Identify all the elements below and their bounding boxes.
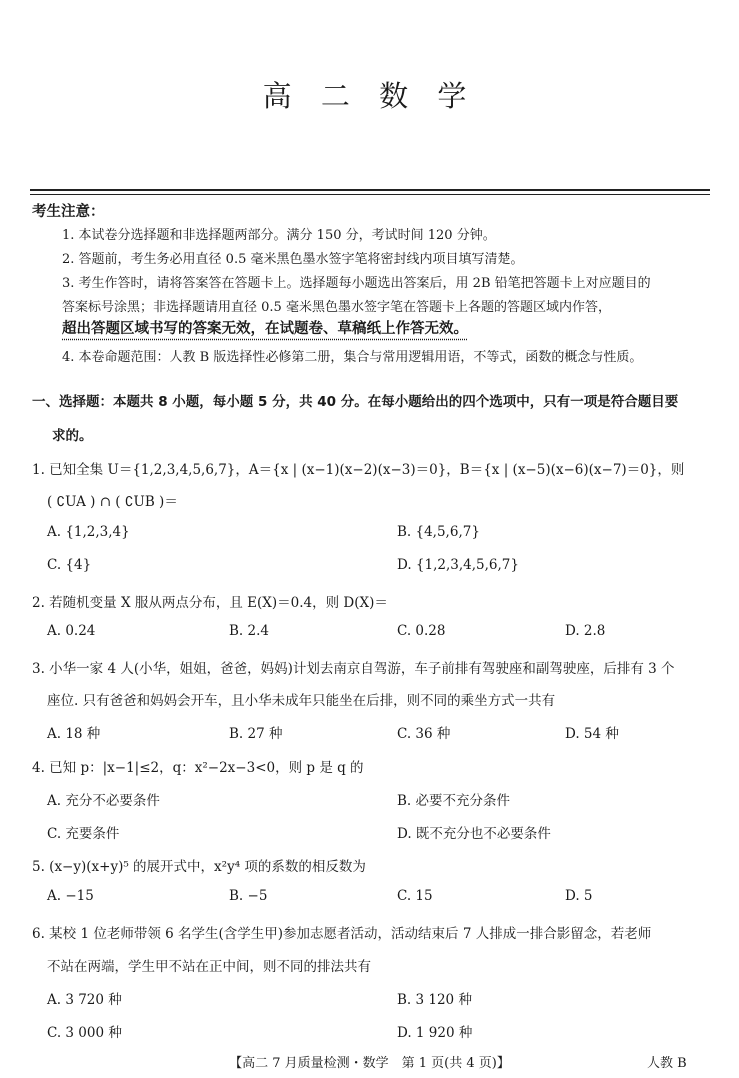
q4-option-c: C. 充要条件 <box>47 826 120 842</box>
section-heading-line2: 求的。 <box>52 428 93 444</box>
q5-stem: 5. (x−y)(x+y)⁵ 的展开式中，x²y⁴ 项的系数的相反数为 <box>32 859 366 875</box>
notice-item-4: 4. 本卷命题范围：人教 B 版选择性必修第二册，集合与常用逻辑用语，不等式，函数的概念与性质。 <box>62 350 643 365</box>
q5-option-c: C. 15 <box>397 888 433 904</box>
q1-stem-line2: ( ∁UA ) ∩ ( ∁UB )＝ <box>47 494 178 510</box>
notice-item-1: 1. 本试卷分选择题和非选择题两部分。满分 150 分，考试时间 120 分钟。 <box>62 228 496 243</box>
q2-option-d: D. 2.8 <box>565 623 606 639</box>
header-divider-thick <box>30 189 710 191</box>
q3-stem-line1: 3. 小华一家 4 人(小华，姐姐，爸爸，妈妈)计划去南京自驾游，车子前排有驾驶座和副驾驶座，后排有 3 个 <box>32 661 675 677</box>
q4-stem: 4. 已知 p：|x−1|≤2，q：x²−2x−3<0，则 p 是 q 的 <box>32 760 364 776</box>
page-title: 高 二 数 学 <box>262 79 477 113</box>
q1-option-d: D. {1,2,3,4,5,6,7} <box>397 557 519 573</box>
q3-option-b: B. 27 种 <box>229 726 283 742</box>
notice-heading: 考生注意： <box>32 204 105 220</box>
q1-option-a: A. {1,2,3,4} <box>47 524 130 540</box>
page-footer: 【高二 7 月质量检测・数学 第 1 页(共 4 页)】 <box>229 1056 510 1071</box>
q4-option-a: A. 充分不必要条件 <box>47 793 160 809</box>
q2-option-b: B. 2.4 <box>229 623 269 639</box>
q5-option-d: D. 5 <box>565 888 593 904</box>
q6-option-b: B. 3 120 种 <box>397 992 472 1008</box>
q6-stem-line1: 6. 某校 1 位老师带领 6 名学生(含学生甲)参加志愿者活动，活动结束后 7 人排成一排合影留念，若老师 <box>32 926 652 942</box>
q5-option-a: A. −15 <box>47 888 94 904</box>
notice-item-3-cont: 答案标号涂黑；非选择题请用直径 0.5 毫米黑色墨水签字笔在答题卡上各题的答题区域内作答， <box>62 300 611 315</box>
q4-option-b: B. 必要不充分条件 <box>397 793 511 809</box>
q1-stem-line1: 1. 已知全集 U＝{1,2,3,4,5,6,7}，A＝{x | (x−1)(x−2)(x−3)＝0}，B＝{x | (x−5)(x−6)(x−7)＝0}，则 <box>32 462 685 478</box>
q6-option-a: A. 3 720 种 <box>47 992 122 1008</box>
q2-stem: 2. 若随机变量 X 服从两点分布，且 E(X)＝0.4，则 D(X)＝ <box>32 595 388 611</box>
q6-stem-line2: 不站在两端，学生甲不站在正中间，则不同的排法共有 <box>47 959 371 975</box>
notice-item-3-emphasis: 超出答题区域书写的答案无效，在试题卷、草稿纸上作答无效。 <box>62 321 468 337</box>
notice-item-2: 2. 答题前，考生务必用直径 0.5 毫米黑色墨水签字笔将密封线内项目填写清楚。 <box>62 252 524 267</box>
q1-option-b: B. {4,5,6,7} <box>397 524 480 540</box>
q5-option-b: B. −5 <box>229 888 268 904</box>
q3-option-c: C. 36 种 <box>397 726 451 742</box>
edition-label: 人教 B <box>647 1056 687 1071</box>
q3-option-a: A. 18 种 <box>47 726 101 742</box>
q2-option-a: A. 0.24 <box>47 623 96 639</box>
header-divider-thin <box>30 194 710 195</box>
q3-stem-line2: 座位. 只有爸爸和妈妈会开车，且小华未成年只能坐在后排，则不同的乘坐方式一共有 <box>47 693 556 709</box>
notice-item-3: 3. 考生作答时，请将答案答在答题卡上。选择题每小题选出答案后，用 2B 铅笔把答题卡上对应题目的 <box>62 276 651 291</box>
q6-option-c: C. 3 000 种 <box>47 1025 122 1041</box>
q6-option-d: D. 1 920 种 <box>397 1025 473 1041</box>
q1-option-c: C. {4} <box>47 557 92 573</box>
q4-option-d: D. 既不充分也不必要条件 <box>397 826 551 842</box>
section-heading-line1: 一、选择题：本题共 8 小题，每小题 5 分，共 40 分。在每小题给出的四个选项中，只有一项是符合题目要 <box>32 394 679 410</box>
q2-option-c: C. 0.28 <box>397 623 446 639</box>
q3-option-d: D. 54 种 <box>565 726 619 742</box>
